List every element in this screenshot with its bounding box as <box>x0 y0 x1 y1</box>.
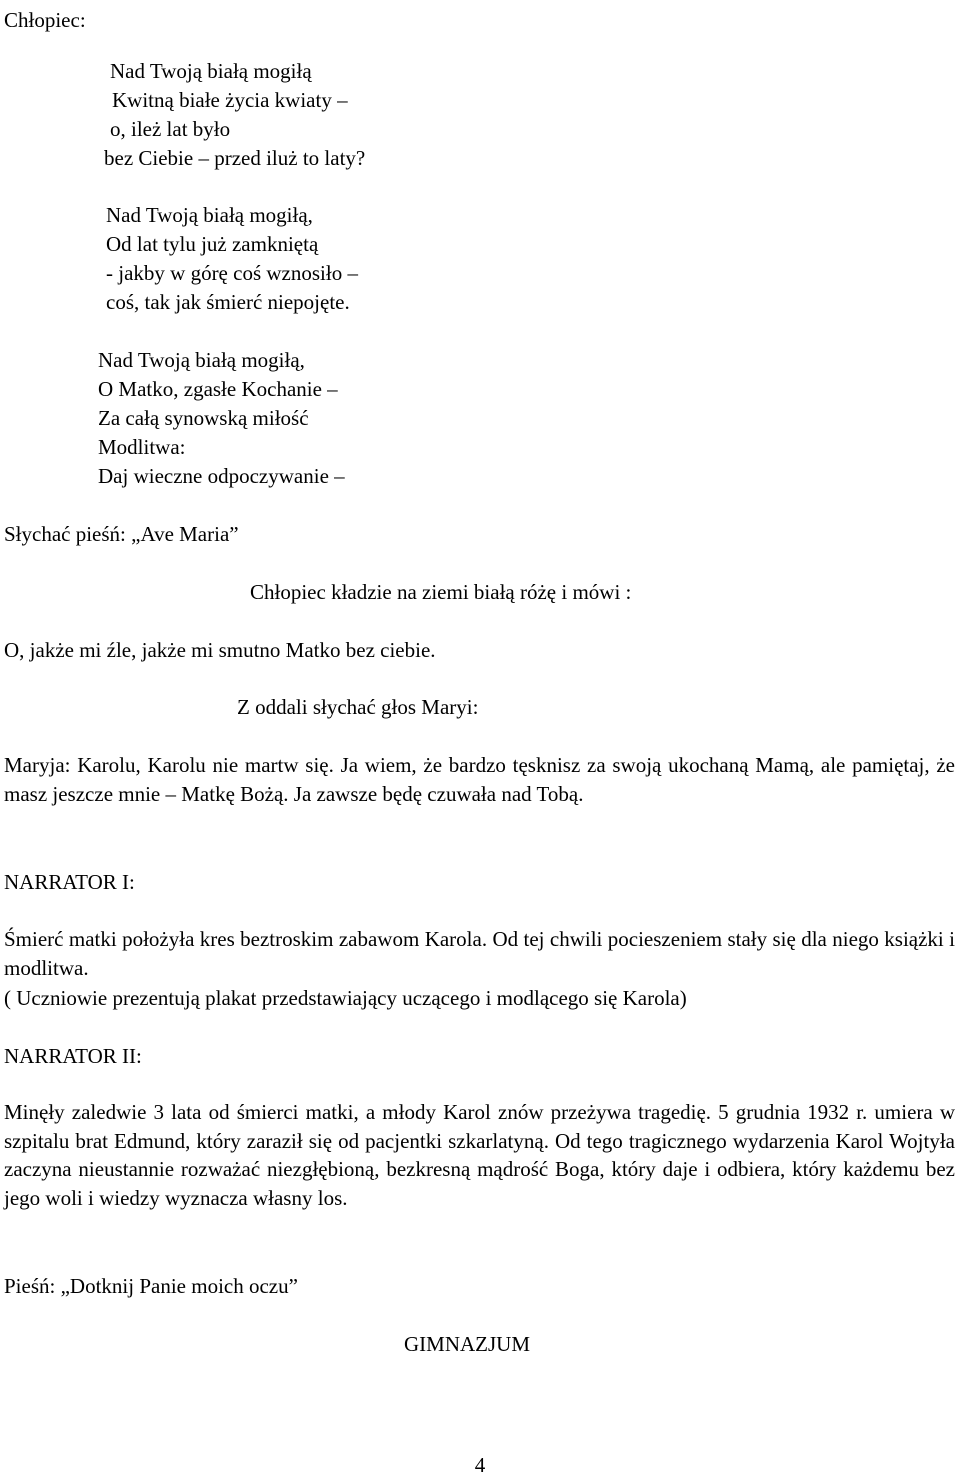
speaker-chlopiec: Chłopiec: <box>4 8 86 32</box>
poem-line: Od lat tylu już zamkniętą <box>106 232 319 256</box>
poem-line: Za całą synowską miłość <box>98 406 309 430</box>
poem-line: Daj wieczne odpoczywanie – <box>98 464 345 488</box>
narrator-1-text: Śmierć matki położyła kres beztroskim zabawom Karola. Od tej chwili pocieszeniem stały się dla niego książki i modlitwa. <box>4 927 955 980</box>
boy-line: O, jakże mi źle, jakże mi smutno Matko bez ciebie. <box>4 638 436 662</box>
maryja-speech: Maryja: Karolu, Karolu nie martw się. Ja wiem, że bardzo tęsknisz za swoją ukochaną Mamą, ale pamiętaj, że masz jeszcze mnie – Matkę Bożą. Ja zawsze będę czuwała nad Tobą. <box>4 753 955 806</box>
song-direction-dotknij: Pieśń: „Dotknij Panie moich oczu” <box>4 1274 298 1298</box>
poem-line: Nad Twoją białą mogiłą, <box>106 203 313 227</box>
stage-direction-voice: Z oddali słychać głos Maryi: <box>237 695 479 719</box>
poem-line: O Matko, zgasłe Kochanie – <box>98 377 338 401</box>
performer-label: GIMNAZJUM <box>404 1332 530 1356</box>
page-number: 4 <box>474 1453 486 1477</box>
poem-line: Nad Twoją białą mogiłą <box>110 59 312 83</box>
students-note: ( Uczniowie prezentują plakat przedstawiający uczącego i modlącego się Karola) <box>4 986 687 1010</box>
stage-direction-rose: Chłopiec kładzie na ziemi białą różę i mówi : <box>250 580 632 604</box>
narrator-2-text: Minęły zaledwie 3 lata od śmierci matki, a młody Karol znów przeżywa tragedię. 5 grudnia 1932 r. umiera w szpitalu brat Edmund, który zaraził się od pacjentki szkarlatyną. Od tego tragicznego wydarzenia Karol Wojtyła zaczyna nieustannie rozważać niezgłębioną, bezkresną mądrość Boga, który daje i odbiera, który każdemu bez jego woli i wiedzy wyznacza własny los. <box>4 1100 955 1210</box>
poem-line: - jakby w górę coś wznosiło – <box>106 261 358 285</box>
poem-line: Kwitną białe życia kwiaty – <box>112 88 348 112</box>
poem-line: o, ileż lat było <box>110 117 231 141</box>
poem-line: Modlitwa: <box>98 435 186 459</box>
poem-line: Nad Twoją białą mogiłą, <box>98 348 305 372</box>
song-direction-ave-maria: Słychać pieśń: „Ave Maria” <box>4 522 239 546</box>
poem-line: coś, tak jak śmierć niepojęte. <box>106 290 350 314</box>
narrator-1-label: NARRATOR I: <box>4 870 135 894</box>
poem-line: bez Ciebie – przed iluż to laty? <box>104 146 366 170</box>
narrator-2-label: NARRATOR II: <box>4 1044 142 1068</box>
